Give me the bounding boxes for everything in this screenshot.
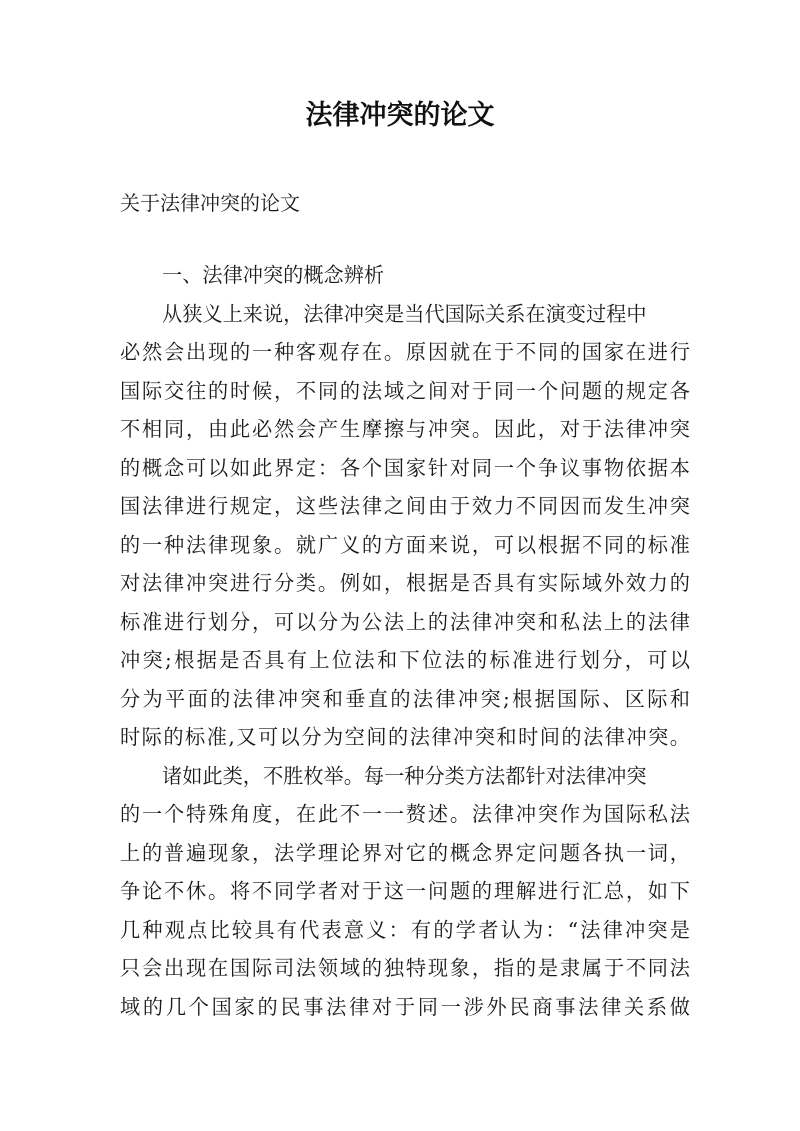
paragraph-line: 争论不休。将不同学者对于这一问题的理解进行汇总，如下 — [120, 879, 690, 903]
document-subtitle: 关于法律冲突的论文 — [120, 191, 300, 215]
paragraph-line: 的一种法律现象。就广义的方面来说，可以根据不同的标准 — [120, 532, 690, 557]
paragraph-line: 上的普遍现象，法学理论界对它的概念界定问题各执一词， — [120, 840, 690, 865]
paragraph-line: 从狭义上来说，法律冲突是当代国际关系在演变过程中 — [162, 301, 647, 326]
document-title: 法律冲突的论文 — [305, 100, 495, 131]
paragraph-line: 必然会出现的一种客观存在。原因就在于不同的国家在进行 — [120, 340, 690, 364]
paragraph-line: 国法律进行规定，这些法律之间由于效力不同因而发生冲突 — [120, 494, 690, 518]
paragraph-line: 对法律冲突进行分类。例如，根据是否具有实际域外效力的 — [120, 571, 690, 595]
paragraph-line: 只会出现在国际司法领域的独特现象，指的是隶属于不同法 — [120, 956, 690, 980]
paragraph-line: 冲突;根据是否具有上位法和下位法的标准进行划分，可以 — [120, 648, 690, 672]
paragraph-line: 分为平面的法律冲突和垂直的法律冲突;根据国际、区际和 — [120, 686, 690, 711]
paragraph-line: 诸如此类，不胜枚举。每一种分类方法都针对法律冲突 — [162, 763, 647, 788]
paragraph-line: 时际的标准,又可以分为空间的法律冲突和时间的法律冲突。 — [120, 725, 690, 749]
paragraph-line: 国际交往的时候，不同的法域之间对于同一个问题的规定各 — [120, 378, 690, 403]
section-heading: 一、法律冲突的概念辨析 — [162, 263, 385, 287]
paragraph-line: 域的几个国家的民事法律对于同一涉外民商事法律关系做 — [120, 994, 690, 1019]
paragraph-line: 不相同，由此必然会产生摩擦与冲突。因此，对于法律冲突 — [120, 417, 690, 441]
paragraph-line: 标准进行划分，可以分为公法上的法律冲突和私法上的法律 — [120, 609, 690, 634]
paragraph-line: 的一个特殊角度，在此不一一赘述。法律冲突作为国际私法 — [120, 802, 690, 826]
document-body — [120, 256, 690, 1026]
paragraph-line: 几种观点比较具有代表意义：有的学者认为：“法律冲突是 — [120, 917, 690, 942]
paragraph-line: 的概念可以如此界定：各个国家针对同一个争议事物依据本 — [120, 455, 690, 480]
